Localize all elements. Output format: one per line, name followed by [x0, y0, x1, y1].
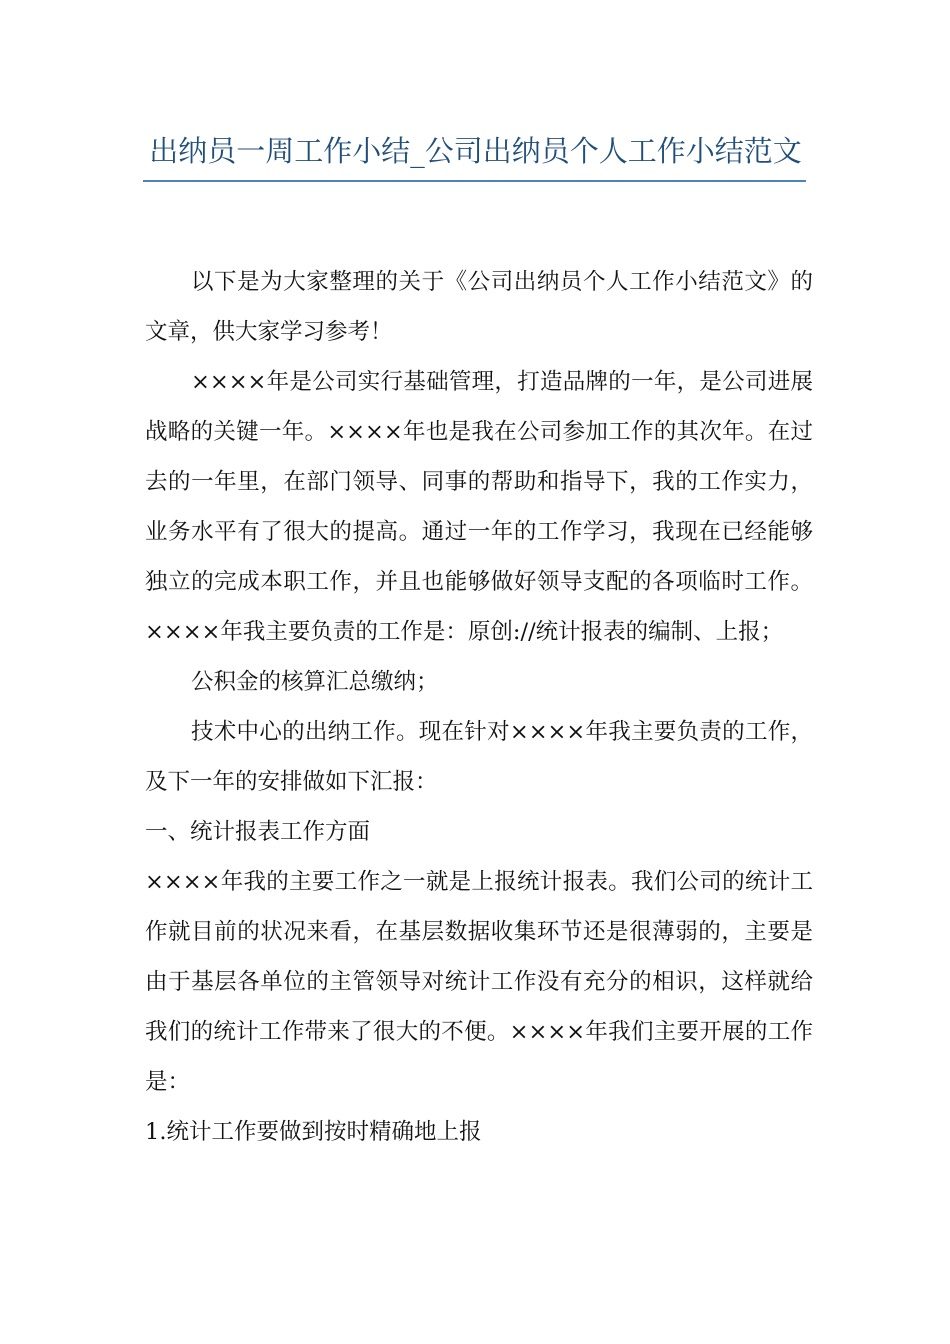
- document-title: 出纳员一周工作小结_公司出纳员个人工作小结范文: [149, 134, 802, 168]
- intro-paragraph: 以下是为大家整理的关于《公司出纳员个人工作小结范文》的文章，供大家学习参考！: [145, 269, 813, 345]
- section-heading: 一、统计报表工作方面: [145, 819, 371, 845]
- document-body: [145, 257, 813, 1157]
- duty-paragraph: 公积金的核算汇总缴纳；: [191, 669, 439, 695]
- list-item: 1.统计工作要做到按时精确地上报: [145, 1119, 482, 1145]
- statistics-paragraph: ××××年我的主要工作之一就是上报统计报表。我们公司的统计工作就目前的状况来看，在基层数据收集环节还是很薄弱的，主要是由于基层各单位的主管领导对统计工作没有充分的相识，这样就给我们的统计工作带来了很大的不便。××××年我们主要开展的工作是：: [145, 869, 813, 1095]
- overview-paragraph: ××××年是公司实行基础管理，打造品牌的一年，是公司进展战略的关键一年。××××年也是我在公司参加工作的其次年。在过去的一年里，在部门领导、同事的帮助和指导下，我的工作实力，业务水平有了很大的提高。通过一年的工作学习，我现在已经能够独立的完成本职工作，并且也能够做好领导支配的各项临时工作。××××年我主要负责的工作是：原创://统计报表的编制、上报；: [145, 369, 813, 645]
- title-underline: [143, 180, 806, 182]
- report-paragraph: 技术中心的出纳工作。现在针对××××年我主要负责的工作，及下一年的安排做如下汇报：: [145, 719, 813, 795]
